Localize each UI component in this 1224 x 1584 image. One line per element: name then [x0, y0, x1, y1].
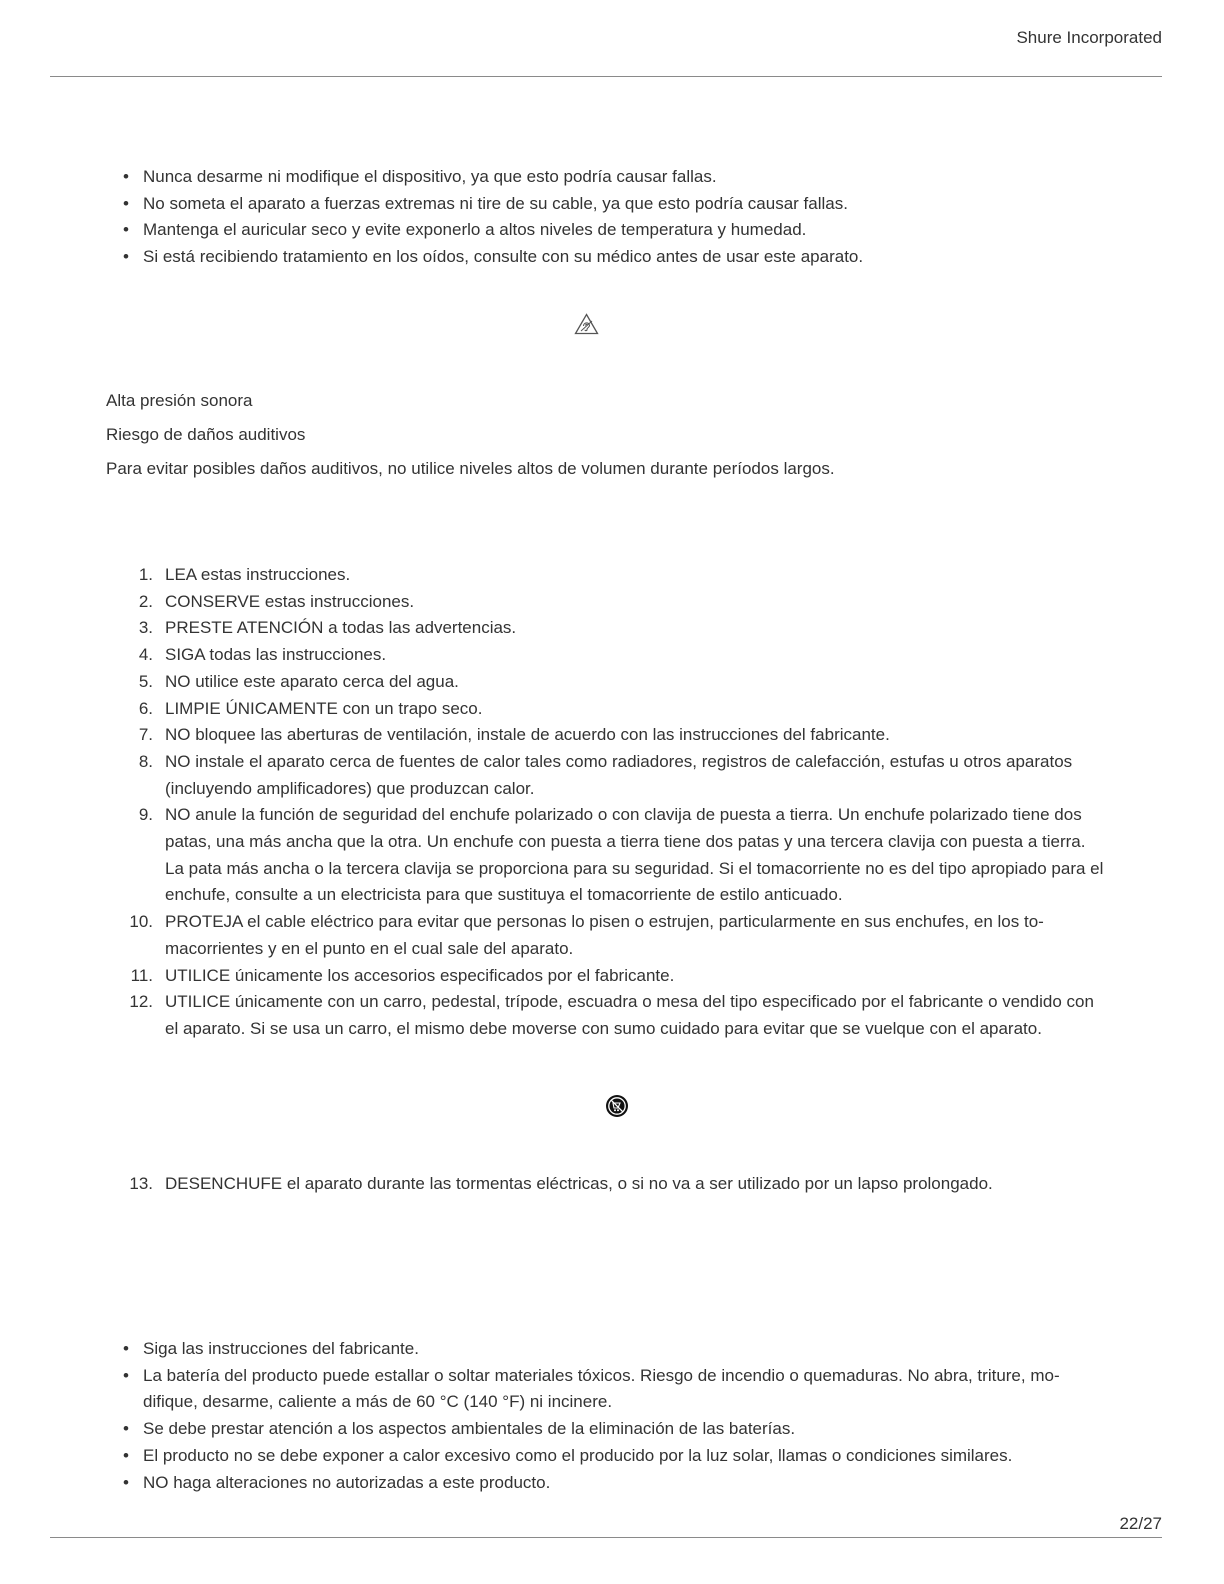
list-item	[123, 615, 1108, 642]
list-item	[123, 1171, 1108, 1198]
list-item-text: CONSERVE estas instrucciones.	[165, 591, 415, 611]
list-item-number: 8.	[138, 751, 153, 771]
list-item-number: 11.	[130, 965, 153, 985]
hearing-warning-subtitle: Riesgo de daños auditivos	[106, 425, 306, 444]
list-item	[123, 749, 1108, 802]
list-item	[123, 963, 1108, 990]
list-item-number: 12.	[129, 992, 153, 1012]
list-item	[123, 642, 1108, 669]
list-item-text: NO utilice este aparato cerca del agua.	[165, 671, 459, 691]
header-divider	[50, 76, 1162, 77]
list-item-number: 7.	[138, 725, 153, 745]
header-company-name: Shure Incorporated	[1016, 28, 1162, 47]
list-item: • No someta el aparato a fuerzas extremas ni tire de su cable, ya que esto podría causar fallas.	[123, 191, 1108, 218]
list-item: • Si está recibiendo tratamiento en los oídos, consulte con su médico antes de usar este aparato.	[123, 244, 1108, 271]
list-item-number: 9.	[138, 805, 153, 825]
list-item: • Nunca desarme ni modifique el dispositivo, ya que esto podría causar fallas.	[123, 164, 1108, 191]
list-item	[123, 562, 1108, 589]
list-item-text: UTILICE únicamente los accesorios especificados por el fabricante.	[165, 965, 675, 985]
list-item-text: PRESTE ATENCIÓN a todas las advertencias.	[165, 618, 517, 638]
list-item	[123, 989, 1108, 1042]
list-item	[123, 802, 1108, 909]
safety-instructions-list-continued	[123, 1171, 1108, 1198]
cart-tip-over-icon	[605, 1094, 629, 1118]
list-item	[123, 589, 1108, 616]
list-item-text: DESENCHUFE el aparato durante las tormentas eléctricas, o si no va a ser utilizado por un lapso prolongado.	[165, 1174, 993, 1193]
list-item-number: 13.	[129, 1174, 153, 1193]
list-item-number: 3.	[138, 618, 153, 638]
list-item-text: NO bloquee las aberturas de ventilación, instale de acuerdo con las instrucciones del fabricante.	[165, 725, 890, 745]
hearing-warning-icon	[574, 313, 599, 335]
list-item	[123, 669, 1108, 696]
list-item-text: NO instale el aparato cerca de fuentes de calor tales como radiadores, registros de calefacción, estufas u otros aparatos (incluyendo amplificadores) que produzcan calor.	[165, 751, 1073, 798]
list-item-number: 4.	[138, 645, 153, 665]
hearing-warning-text: Para evitar posibles daños auditivos, no utilice niveles altos de volumen durante períodos largos.	[106, 459, 835, 478]
list-item: • Mantenga el auricular seco y evite exponerlo a altos niveles de temperatura y humedad.	[123, 217, 1108, 244]
list-item-number: 2.	[138, 591, 153, 611]
battery-warnings-list	[123, 1336, 1108, 1496]
list-item-text: LIMPIE ÚNICAMENTE con un trapo seco.	[165, 698, 483, 718]
list-item-number: 10.	[129, 912, 153, 932]
precautions-list	[123, 164, 1108, 271]
list-item: • Siga las instrucciones del fabricante.	[123, 1336, 1108, 1363]
list-item	[123, 722, 1108, 749]
list-item-text: UTILICE únicamente con un carro, pedestal, trípode, escuadra o mesa del tipo especificado por el fabricante o vendido con el aparato. Si se usa un carro, el mismo debe moverse con sumo cuidado para evitar que se vuelque con el aparato.	[165, 992, 1094, 1038]
list-item: • Se debe prestar atención a los aspectos ambientales de la eliminación de las baterías.	[123, 1416, 1108, 1443]
list-item-text: PROTEJA el cable eléctrico para evitar que personas lo pisen o estrujen, particularmente en sus enchufes, en los tomacorrientes y en el punto en el cual sale del aparato.	[165, 912, 1044, 958]
list-item-number: 5.	[138, 671, 153, 691]
safety-instructions-list	[123, 562, 1108, 1043]
list-item-number: 6.	[138, 698, 153, 718]
list-item: • La batería del producto puede estallar o soltar materiales tóxicos. Riesgo de incendio o quemaduras. No abra, triture, modifique, desarme, caliente a más de 60 °C (140 °F) ni incinere.	[123, 1363, 1108, 1416]
list-item: • El producto no se debe exponer a calor excesivo como el producido por la luz solar, llamas o condiciones similares.	[123, 1443, 1108, 1470]
footer-divider	[50, 1537, 1162, 1538]
page-number: 22/27	[1119, 1514, 1162, 1533]
list-item	[123, 909, 1108, 962]
list-item	[123, 696, 1108, 723]
hearing-warning-title: Alta presión sonora	[106, 391, 253, 410]
list-item-text: LEA estas instrucciones.	[165, 565, 351, 584]
list-item-text: SIGA todas las instrucciones.	[165, 645, 387, 665]
list-item: • NO haga alteraciones no autorizadas a este producto.	[123, 1470, 1108, 1497]
list-item-number: 1.	[138, 565, 153, 584]
list-item-text: NO anule la función de seguridad del enchufe polarizado o con clavija de puesta a tierra. Un enchufe polarizado tiene dos patas, una más ancha que la otra. Un enchufe con puesta a tierra tiene dos patas y una tercera clavija con puesta a tierra. La pata más ancha o la tercera clavija se proporciona para su seguridad. Si el tomacorriente no es del tipo apropiado para el enchufe, consulte a un electricista para que sustituya el tomacorriente de estilo anticuado.	[165, 805, 1104, 905]
